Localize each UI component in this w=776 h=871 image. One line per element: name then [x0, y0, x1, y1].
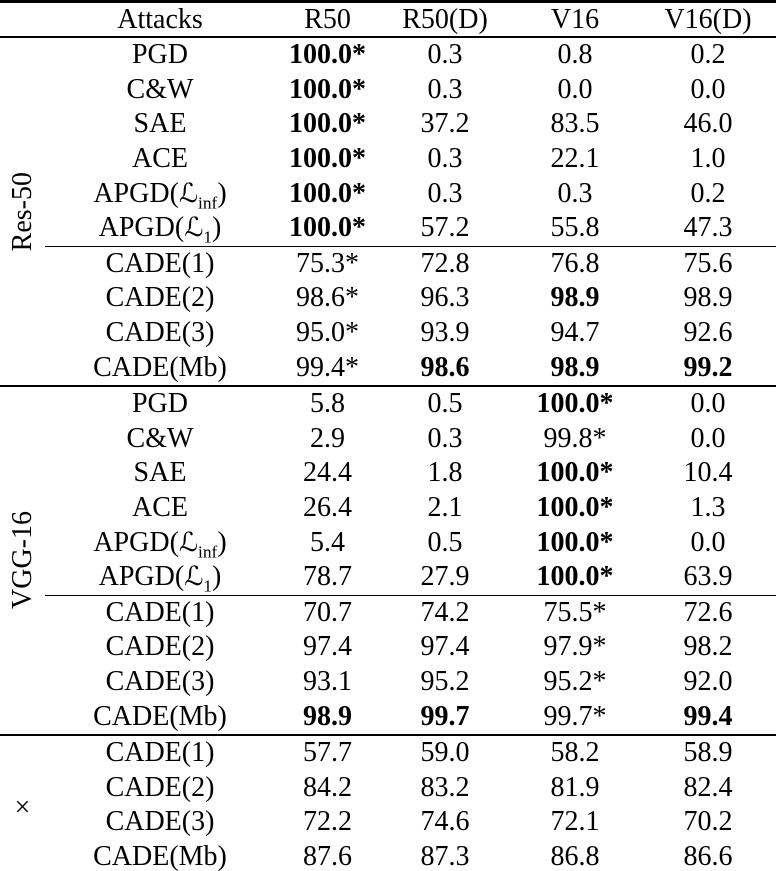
value-cell: 95.2* — [543, 665, 607, 697]
col-header-v16: V16 — [510, 2, 640, 38]
value-cell: 100.0* — [289, 39, 366, 71]
value-cell: 72.2 — [303, 806, 352, 838]
value-cell: 1.8 — [427, 457, 463, 489]
table-row — [0, 525, 776, 560]
value-cell: 2.1 — [427, 492, 463, 524]
value-cell: 2.9 — [310, 422, 345, 454]
value-cell: 100.0* — [289, 73, 366, 105]
value-cell: 76.8 — [510, 246, 640, 281]
value-cell: 100.0* — [536, 526, 614, 558]
table-row — [0, 805, 776, 840]
group-label-vgg-16 — [0, 386, 45, 735]
attack-name-cell: APGD(ℒ$_1$) — [98, 212, 222, 247]
value-cell: 59.0 — [380, 735, 510, 771]
table-row — [0, 491, 776, 526]
value-cell: 58.2 — [510, 735, 640, 771]
value-cell: 63.9 — [683, 561, 733, 593]
value-cell: 94.7 — [550, 317, 600, 349]
value-cell: 98.9 — [683, 282, 733, 314]
subscript: 1 — [203, 227, 213, 247]
mathcal-L: ℒ — [184, 212, 204, 244]
value-cell: 99.4 — [683, 700, 733, 732]
value-cell: 100.0* — [510, 386, 640, 422]
value-cell: 0.0 — [690, 526, 726, 558]
value-cell: 0.3 — [427, 422, 463, 454]
group-vgg-16 — [0, 386, 776, 735]
col-header-attacks: Attacks — [45, 2, 275, 38]
table-row — [0, 560, 776, 595]
value-cell: 70.2 — [683, 806, 733, 838]
attack-name-cell: CADE(2) — [105, 282, 215, 314]
value-cell: 96.3 — [420, 282, 470, 314]
table-row — [0, 699, 776, 735]
subscript: inf — [198, 542, 218, 562]
attack-name-cell: SAE — [133, 108, 187, 140]
col-header-r50: R50 — [275, 2, 380, 38]
attack-name-cell: APGD(ℒ$_{inf}$) — [93, 177, 227, 213]
value-cell: 0.2 — [690, 177, 726, 209]
group-label-text: VGG-16 — [6, 511, 38, 610]
table-row — [0, 665, 776, 700]
attack-name-cell: APGD(ℒ$_{inf}$) — [93, 526, 227, 562]
value-cell: 99.7* — [543, 700, 607, 732]
table-row — [0, 176, 776, 211]
value-cell: 98.9 — [550, 282, 600, 314]
value-cell: 5.8 — [275, 386, 380, 422]
table-row — [0, 211, 776, 246]
table-row — [0, 73, 776, 108]
value-cell: 86.8 — [550, 840, 600, 871]
attack-name-cell: PGD — [131, 39, 188, 71]
table-row — [0, 142, 776, 177]
group-label-res-50 — [0, 37, 45, 386]
table-row — [0, 595, 776, 630]
group-res-50 — [0, 37, 776, 386]
attack-name-cell: ACE — [132, 492, 188, 524]
attack-name-cell: SAE — [133, 457, 187, 489]
value-cell: 1.0 — [690, 143, 726, 175]
value-cell: 98.2 — [683, 631, 733, 663]
value-cell: 97.4 — [420, 631, 470, 663]
value-cell: 83.5 — [550, 108, 600, 140]
value-cell: 0.5 — [427, 526, 463, 558]
value-cell: 58.9 — [640, 735, 776, 771]
attack-name-cell: CADE(3) — [105, 665, 215, 697]
value-cell: 93.1 — [303, 665, 352, 697]
value-cell: 100.0* — [289, 212, 366, 244]
group-label-cross — [0, 735, 45, 871]
value-cell: 0.3 — [557, 177, 593, 209]
value-cell: 78.7 — [303, 561, 352, 593]
value-cell: 87.6 — [303, 840, 352, 871]
group-label-text: Res-50 — [6, 171, 38, 252]
mathcal-L: ℒ — [178, 526, 199, 558]
value-cell: 27.9 — [420, 561, 470, 593]
value-cell: 57.7 — [275, 735, 380, 771]
value-cell: 100.0* — [536, 492, 614, 524]
table-row — [0, 735, 776, 771]
col-header-v16d: V16(D) — [640, 2, 776, 38]
value-cell: 97.9* — [543, 631, 607, 663]
table-row — [0, 316, 776, 351]
value-cell: 98.9 — [550, 351, 600, 383]
value-cell: 84.2 — [303, 771, 352, 803]
value-cell: 0.0 — [690, 73, 726, 105]
attack-name-cell: CADE(1) — [45, 735, 275, 771]
value-cell: 99.2 — [683, 351, 733, 383]
mathcal-L: ℒ — [184, 561, 204, 593]
attack-name-cell: CADE(2) — [105, 631, 215, 663]
value-cell: 10.4 — [683, 457, 733, 489]
attack-name-cell: CADE(3) — [105, 806, 215, 838]
value-cell: 0.0 — [640, 386, 776, 422]
value-cell: 72.6 — [640, 595, 776, 630]
attack-name-cell: CADE(2) — [105, 771, 215, 803]
table-row — [0, 281, 776, 316]
subscript: inf — [198, 193, 218, 213]
attack-name-cell: C&W — [126, 422, 194, 454]
value-cell: 98.9 — [303, 700, 352, 732]
value-cell: 99.7 — [420, 700, 470, 732]
value-cell: 55.8 — [550, 212, 600, 244]
corner-cell — [0, 2, 45, 38]
group-label-text: × — [6, 789, 38, 821]
attack-name-cell: CADE(3) — [105, 317, 215, 349]
value-cell: 0.2 — [690, 39, 726, 71]
value-cell: 75.6 — [640, 246, 776, 281]
value-cell: 95.2 — [420, 665, 470, 697]
table-row — [0, 770, 776, 805]
value-cell: 0.8 — [557, 39, 593, 71]
value-cell: 98.6 — [420, 351, 470, 383]
value-cell: 24.4 — [303, 457, 352, 489]
value-cell: 46.0 — [683, 108, 733, 140]
attack-name-cell: ACE — [132, 143, 188, 175]
value-cell: 100.0* — [289, 108, 366, 140]
table-row — [0, 630, 776, 665]
table-row — [0, 422, 776, 457]
value-cell: 100.0* — [536, 457, 614, 489]
attack-name-cell: CADE(1) — [45, 595, 275, 630]
value-cell: 37.2 — [420, 108, 470, 140]
value-cell: 47.3 — [683, 212, 733, 244]
value-cell: 95.0* — [296, 317, 359, 349]
value-cell: 0.3 — [427, 143, 463, 175]
value-cell: 93.9 — [420, 317, 470, 349]
attack-name-cell: CADE(Mb) — [93, 700, 227, 732]
value-cell: 99.8* — [543, 422, 607, 454]
value-cell: 87.3 — [420, 840, 470, 871]
value-cell: 99.4* — [296, 351, 359, 383]
value-cell: 100.0* — [289, 143, 366, 175]
value-cell: 82.4 — [683, 771, 733, 803]
attack-name-cell: CADE(Mb) — [93, 840, 227, 871]
value-cell: 0.5 — [380, 386, 510, 422]
value-cell: 0.3 — [427, 39, 463, 71]
value-cell: 5.4 — [310, 526, 345, 558]
table-header — [0, 2, 776, 38]
table-row — [0, 840, 776, 871]
value-cell: 22.1 — [550, 143, 600, 175]
value-cell: 26.4 — [303, 492, 352, 524]
attack-name-cell: C&W — [126, 73, 194, 105]
table-row — [0, 456, 776, 491]
value-cell: 86.6 — [683, 840, 733, 871]
value-cell: 98.6* — [296, 282, 359, 314]
value-cell: 74.2 — [380, 595, 510, 630]
value-cell: 57.2 — [420, 212, 470, 244]
value-cell: 75.3* — [275, 246, 380, 281]
subscript: 1 — [203, 576, 213, 596]
table-row — [0, 246, 776, 281]
value-cell: 0.0 — [557, 73, 593, 105]
value-cell: 83.2 — [420, 771, 470, 803]
table-row — [0, 350, 776, 386]
group-cross — [0, 735, 776, 871]
attack-name-cell: PGD — [45, 386, 275, 422]
value-cell: 92.0 — [683, 665, 733, 697]
value-cell: 72.8 — [380, 246, 510, 281]
value-cell: 1.3 — [690, 492, 726, 524]
table-row — [0, 37, 776, 73]
attack-name-cell: APGD(ℒ$_1$) — [98, 561, 222, 596]
value-cell: 72.1 — [550, 806, 600, 838]
table-row — [0, 107, 776, 142]
value-cell: 100.0* — [536, 561, 614, 593]
attack-name-cell: CADE(1) — [45, 246, 275, 281]
value-cell: 100.0* — [289, 177, 366, 209]
value-cell: 81.9 — [550, 771, 600, 803]
value-cell: 75.5* — [510, 595, 640, 630]
value-cell: 74.6 — [420, 806, 470, 838]
col-header-r50d: R50(D) — [380, 2, 510, 38]
value-cell: 0.3 — [427, 177, 463, 209]
attack-name-cell: CADE(Mb) — [93, 351, 227, 383]
value-cell: 0.3 — [427, 73, 463, 105]
value-cell: 70.7 — [275, 595, 380, 630]
mathcal-L: ℒ — [178, 177, 199, 209]
header-row — [0, 2, 776, 38]
table-row — [0, 386, 776, 422]
value-cell: 0.0 — [690, 422, 726, 454]
value-cell: 97.4 — [303, 631, 352, 663]
value-cell: 92.6 — [683, 317, 733, 349]
